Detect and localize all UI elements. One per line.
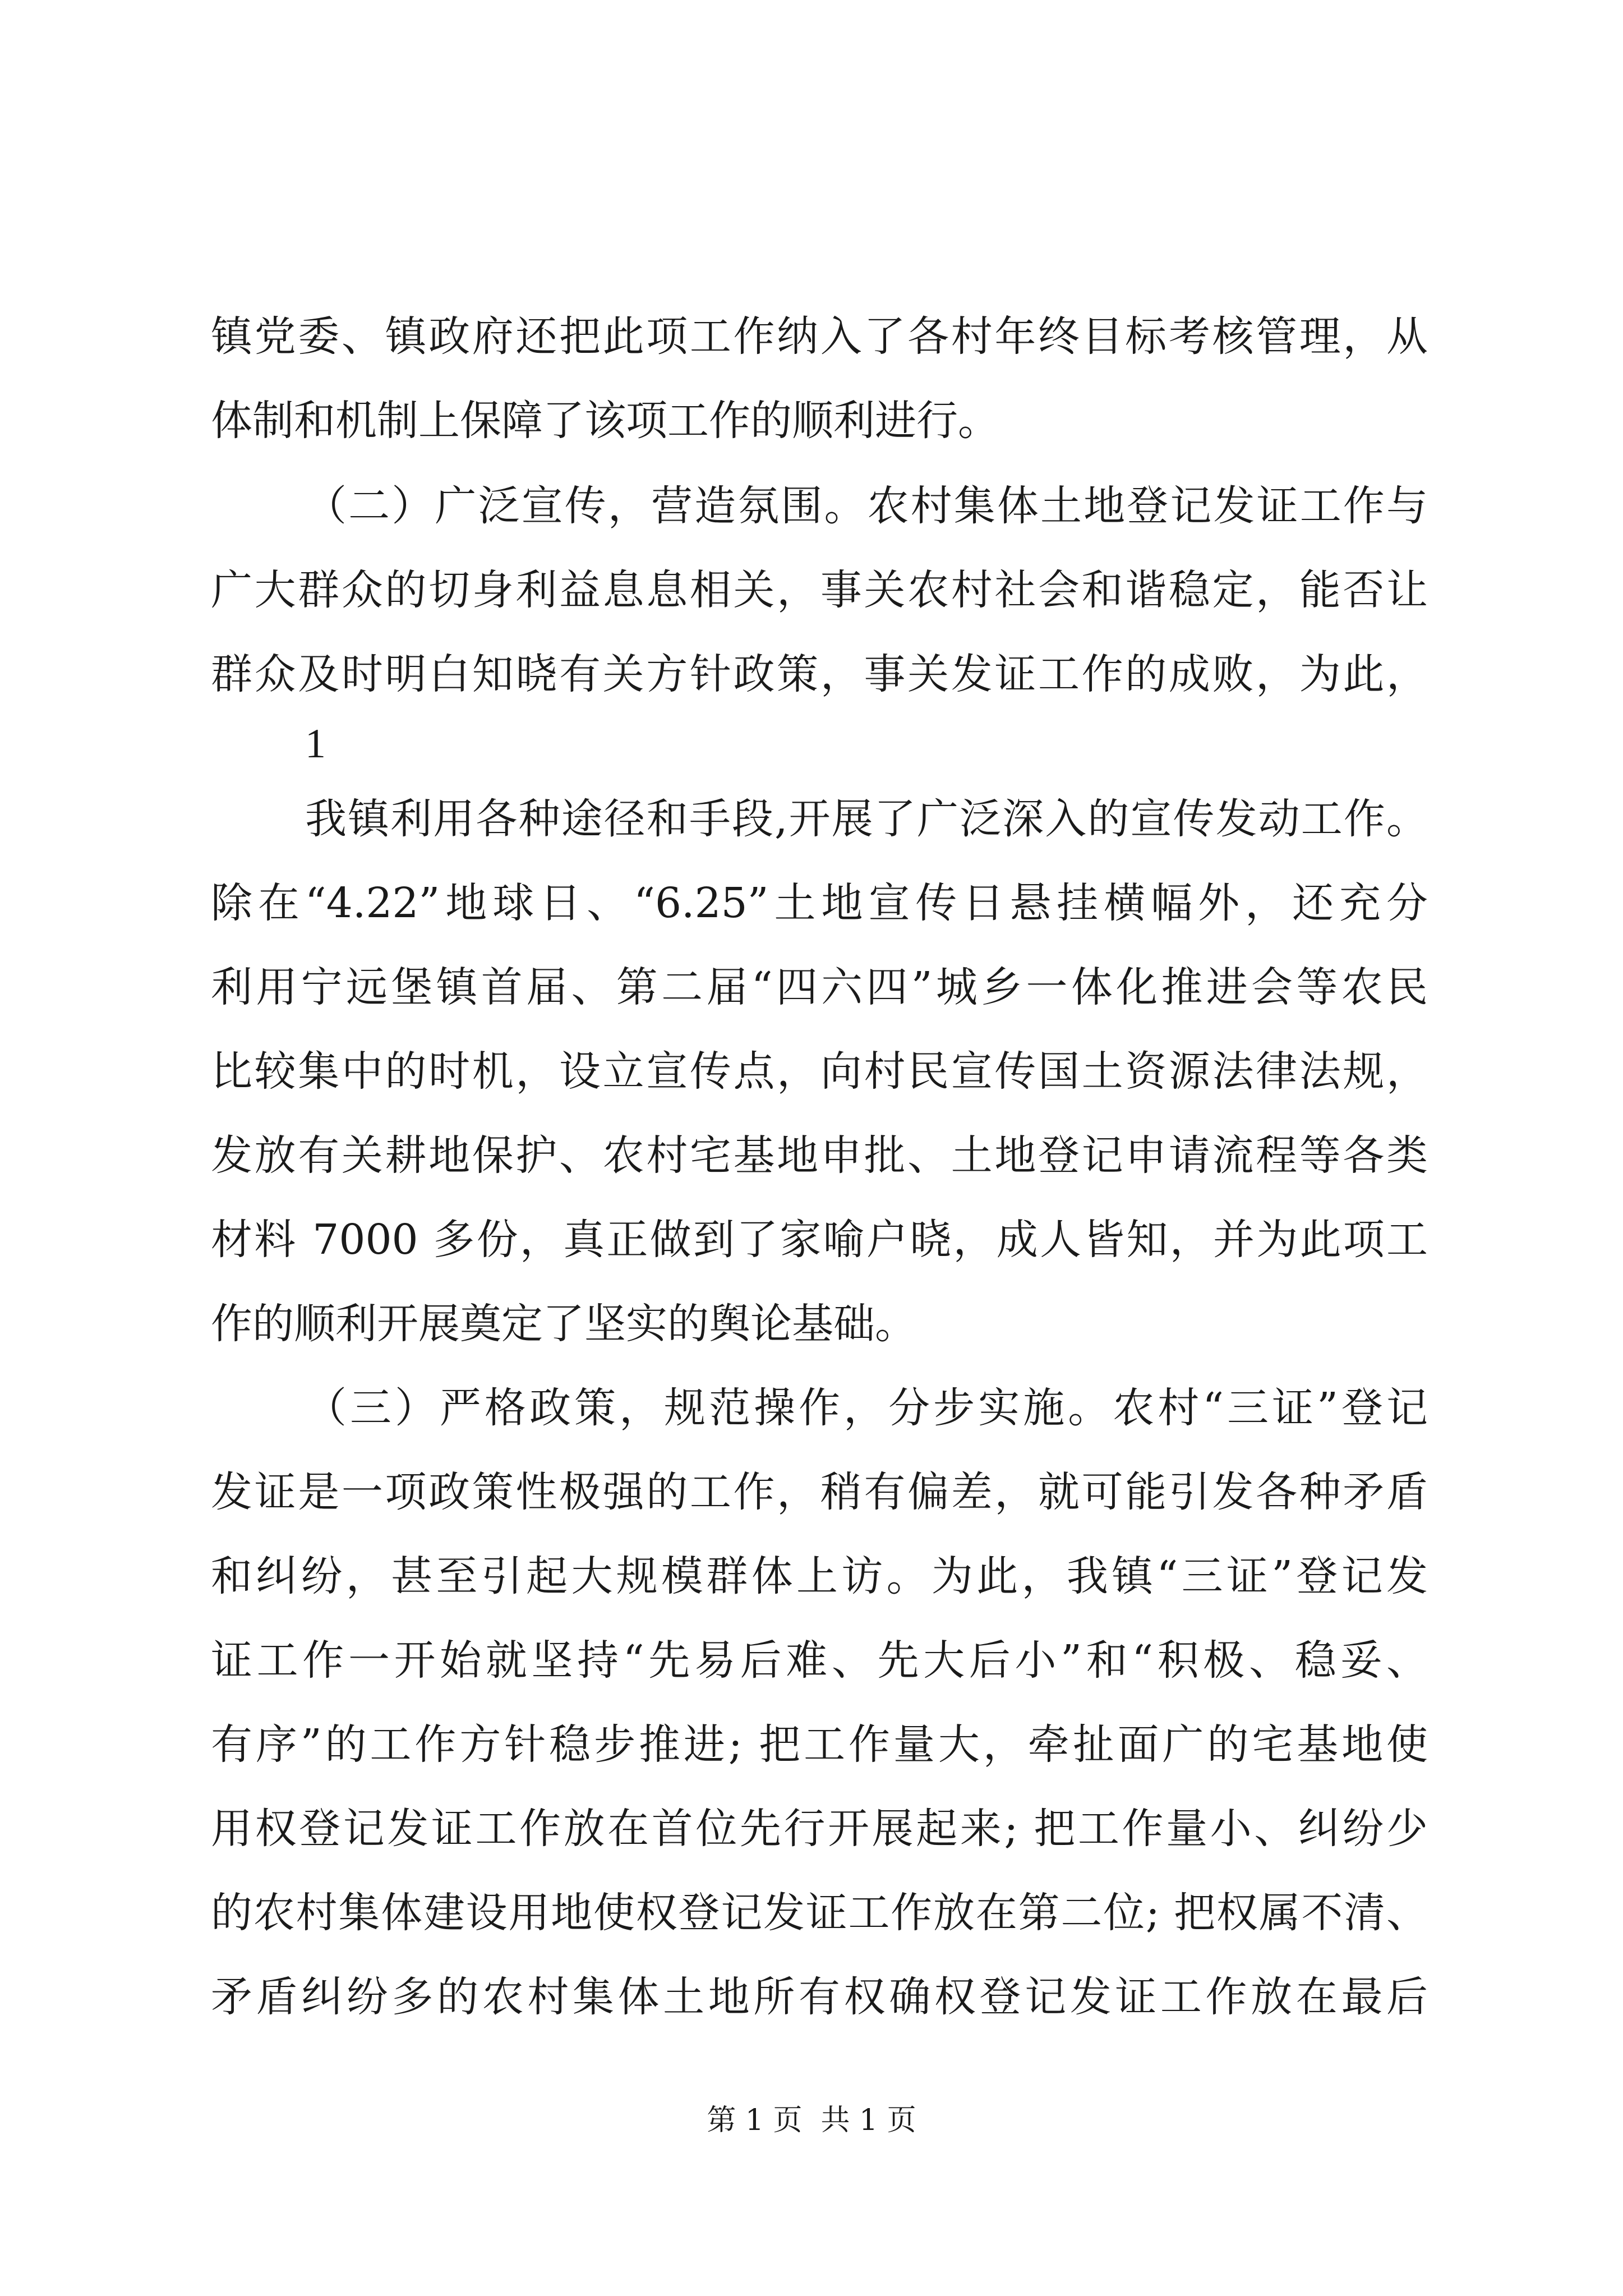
body-text-line: 群众及时明白知晓有关方针政策，事关发证工作的成败，为此， <box>211 650 1428 698</box>
body-text-line: 广大群众的切身利益息息相关，事关农村社会和谐稳定，能否让 <box>211 566 1428 614</box>
body-text-line: （三）严格政策，规范操作，分步实施。农村“三证”登记 <box>305 1384 1428 1432</box>
body-text-line: 利用宁远堡镇首届、第二届“四六四”城乡一体化推进会等农民 <box>211 963 1428 1011</box>
page-footer: 第 1 页 共 1 页 <box>707 2104 916 2137</box>
body-text-line: 我镇利用各种途径和手段,开展了广泛深入的宣传发动工作。 <box>305 795 1428 843</box>
body-text-line: 的农村集体建设用地使权登记发证工作放在第二位; 把权属不清、 <box>211 1889 1428 1937</box>
body-text-line: 发证是一项政策性极强的工作，稍有偏差，就可能引发各种矛盾 <box>211 1468 1428 1516</box>
body-text-line: 除在“4.22”地球日、“6.25”土地宣传日悬挂横幅外，还充分 <box>211 879 1428 927</box>
body-text-line: 发放有关耕地保护、农村宅基地申批、土地登记申请流程等各类 <box>211 1131 1428 1180</box>
body-text-line: 矛盾纠纷多的农村集体土地所有权确权登记发证工作放在最后 <box>211 1973 1428 2021</box>
body-text-line: 和纠纷，甚至引起大规模群体上访。为此，我镇“三证”登记发 <box>211 1552 1428 1600</box>
body-text-line: 镇党委、镇政府还把此项工作纳入了各村年终目标考核管理，从 <box>211 312 1428 361</box>
body-text-line: 材料 7000 多份，真正做到了家喻户晓，成人皆知，并为此项工 <box>211 1216 1428 1264</box>
body-text-line: 作的顺利开展奠定了坚实的舆论基础。 <box>211 1300 916 1348</box>
body-text-line: （二）广泛宣传，营造氛围。农村集体土地登记发证工作与 <box>305 482 1428 530</box>
body-text-line: 有序”的工作方针稳步推进; 把工作量大，牵扯面广的宅基地使 <box>211 1720 1428 1769</box>
body-text-line: 比较集中的时机，设立宣传点，向村民宣传国土资源法律法规， <box>211 1047 1428 1096</box>
inline-page-number: 1 <box>305 721 326 767</box>
body-text-line: 用权登记发证工作放在首位先行开展起来; 把工作量小、纠纷少 <box>211 1805 1428 1853</box>
body-text-line: 证工作一开始就坚持“先易后难、先大后小”和“积极、稳妥、 <box>211 1636 1428 1685</box>
body-text-line: 体制和机制上保障了该项工作的顺利进行。 <box>211 397 999 445</box>
